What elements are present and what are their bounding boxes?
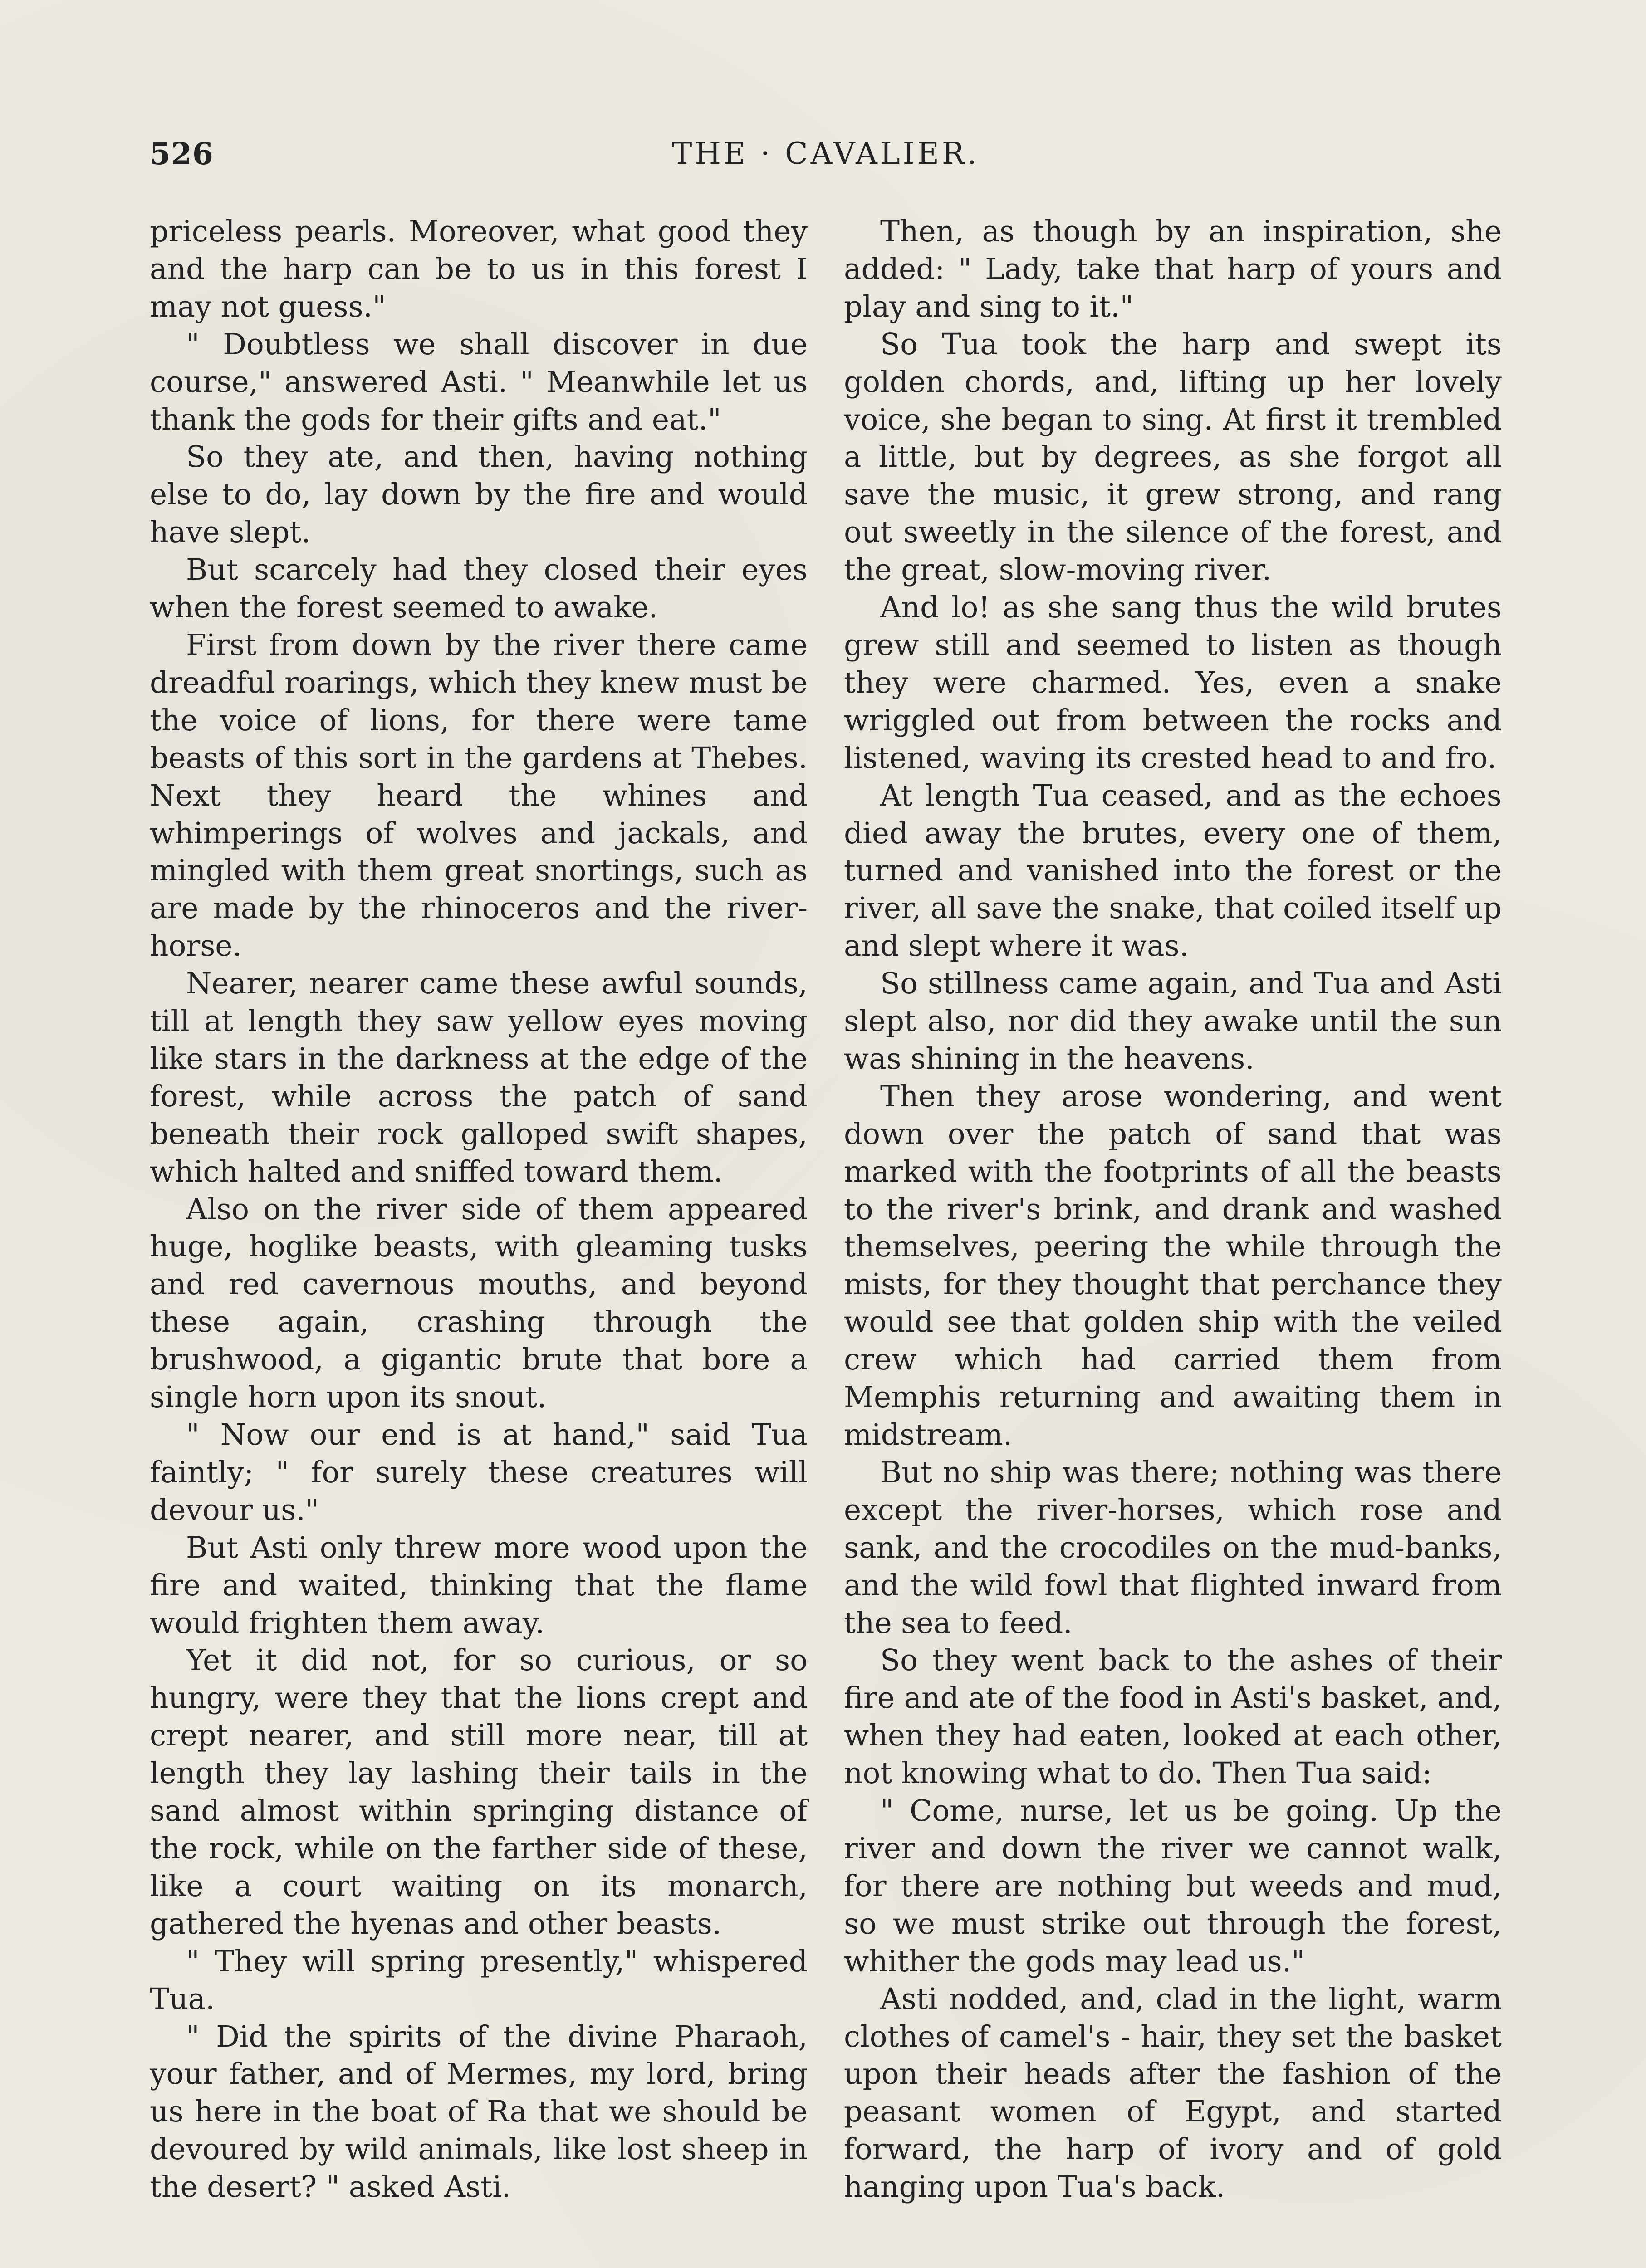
page-header xyxy=(150,136,1502,181)
paragraph: But scarcely had they closed their eyes when the forest seemed to awake. xyxy=(150,553,808,625)
paragraph: Then, as though by an inspiration, she added: " Lady, take that harp of yours and play and sing to it." xyxy=(844,215,1502,324)
paragraph: First from down by the river there came dreadful roarings, which they knew must be the voice of lions, for there were tame beasts of this sort in the gardens at Thebes. Next they heard the whines and whimperings of wolves and jackals, and mingled with them great snortings, such as are made by the rhinoceros and the river-horse. xyxy=(150,628,808,963)
right-text-column xyxy=(844,213,1502,2206)
page-number: 526 xyxy=(150,136,214,171)
running-title: THE · CAVALIER. xyxy=(672,136,980,171)
paragraph: But no ship was there; nothing was there except the river-horses, which rose and sank, and the crocodiles on the mud-banks, and the wild fowl that flighted inward from the sea to feed. xyxy=(844,1455,1502,1640)
left-text-column xyxy=(150,213,808,2206)
paragraph: Then they arose wondering, and went down over the patch of sand that was marked with the footprints of all the beasts to the river's brink, and drank and washed themselves, peering the while through the mists, for they thought that perchance they would see that golden ship with the veiled crew which had carried them from Memphis returning and awaiting them in midstream. xyxy=(844,1079,1502,1452)
paragraph: Yet it did not, for so curious, or so hungry, were they that the lions crept and crept nearer, and still more near, till at length they lay lashing their tails in the sand almost within springing distance of the rock, while on the farther side of these, like a court waiting on its monarch, gathered the hyenas and other beasts. xyxy=(150,1643,808,1941)
paragraph: " They will spring presently," whispered Tua. xyxy=(150,1944,808,2016)
paragraph: " Come, nurse, let us be going. Up the river and down the river we cannot walk, for there are nothing but weeds and mud, so we must strike out through the forest, whither the gods may lead us." xyxy=(844,1794,1502,1979)
paragraph: So they went back to the ashes of their fire and ate of the food in Asti's basket, and, when they had eaten, looked at each other, not knowing what to do. Then Tua said: xyxy=(844,1643,1502,1791)
paragraph: At length Tua ceased, and as the echoes died away the brutes, every one of them, turned and vanished into the forest or the river, all save the snake, that coiled itself up and slept where it was. xyxy=(844,778,1502,963)
paragraph: So stillness came again, and Tua and Asti slept also, nor did they awake until the sun was shining in the heavens. xyxy=(844,967,1502,1076)
paragraph: " Doubtless we shall discover in due course," answered Asti. " Meanwhile let us thank the gods for their gifts and eat." xyxy=(150,327,808,437)
paragraph: But Asti only threw more wood upon the fire and waited, thinking that the flame would frighten them away. xyxy=(150,1530,808,1640)
paragraph: " Now our end is at hand," said Tua faintly; " for surely these creatures will devour us." xyxy=(150,1418,808,1527)
paragraph: Also on the river side of them appeared huge, hoglike beasts, with gleaming tusks and red cavernous mouths, and beyond these again, crashing through the brushwood, a gigantic brute that bore a single horn upon its snout. xyxy=(150,1192,808,1415)
paragraph: And lo! as she sang thus the wild brutes grew still and seemed to listen as though they were charmed. Yes, even a snake wriggled out from between the rocks and listened, waving its crested head to and fro. xyxy=(844,591,1502,775)
paragraph: Nearer, nearer came these awful sounds, till at length they saw yellow eyes moving like stars in the darkness at the edge of the forest, while across the patch of sand beneath their rock galloped swift shapes, which halted and sniffed toward them. xyxy=(150,967,808,1189)
paragraph: So they ate, and then, having nothing else to do, lay down by the fire and would have slept. xyxy=(150,440,808,550)
paragraph: " Did the spirits of the divine Pharaoh, your father, and of Mermes, my lord, bring us here in the boat of Ra that we should be devoured by wild animals, like lost sheep in the desert? " asked Asti. xyxy=(150,2019,808,2204)
paragraph: priceless pearls. Moreover, what good they and the harp can be to us in this forest I may not guess." xyxy=(150,215,808,324)
paragraph: Asti nodded, and, clad in the light, warm clothes of camel's - hair, they set the basket upon their heads after the fashion of the peasant women of Egypt, and started forward, the harp of ivory and of gold hanging upon Tua's back. xyxy=(844,1982,1502,2204)
paragraph: So Tua took the harp and swept its golden chords, and, lifting up her lovely voice, she began to sing. At first it trembled a little, but by degrees, as she forgot all save the music, it grew strong, and rang out sweetly in the silence of the forest, and the great, slow-moving river. xyxy=(844,327,1502,587)
